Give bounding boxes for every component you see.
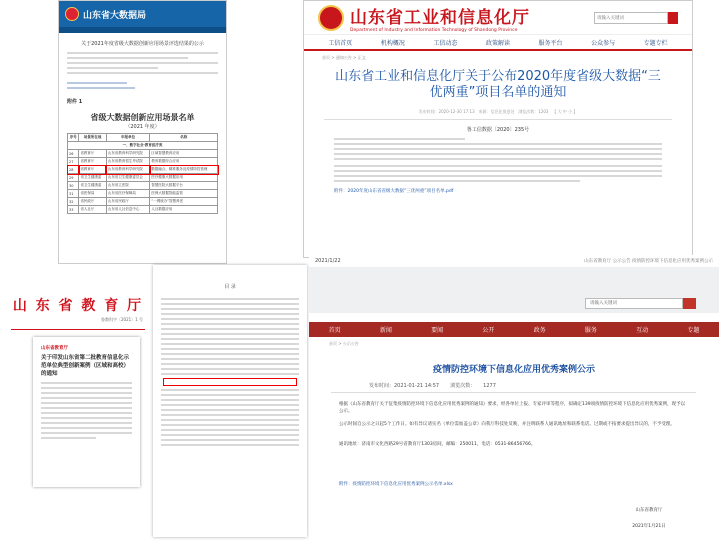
bigdata-site-name[interactable]: 山东省大数据局 bbox=[83, 10, 147, 21]
bigdata-bureau-page bbox=[58, 0, 227, 264]
article-body bbox=[304, 138, 692, 182]
bigdata-table-year: （2021 年度） bbox=[125, 124, 160, 130]
bigdata-doc-title: 关于2021年度省级大数据创新应用场景评选结果的公示 bbox=[81, 41, 204, 47]
search-button[interactable] bbox=[668, 12, 678, 24]
paragraph: 根据《山东省教育厅关于征集疫情防控环境下信息化应用优秀案例的通知》要求，经各单位上报、专家评审等程序，拟确定139项疫情防控环境下信息化应用优秀案例，现予以公示。 bbox=[339, 402, 686, 414]
col-header: 场景所在地 bbox=[79, 134, 106, 142]
document-number: 鲁教科字〔2021〕1 号 bbox=[101, 317, 143, 322]
print-title: 山东省教育厅 公示公告 疫情防控环境下信息化应用优秀案例公示 bbox=[584, 259, 713, 264]
industry-search-input[interactable]: 请输入关键词 bbox=[594, 12, 668, 24]
col-header: 申报单位 bbox=[106, 134, 150, 142]
table-row: 27 省教育厅 山东省教育招生考试院 教育数据综合应用 bbox=[68, 158, 218, 166]
edu-search-input[interactable]: 请输入关键词 bbox=[585, 298, 683, 309]
article-meta: 发布时间：2020-12-30 17:13 来源：信息化推进处 浏览次数：1203 【 大 中 小 】 bbox=[418, 109, 578, 114]
article-meta: 发布时间：2021-01-21 14:57 浏览次数： 1277 bbox=[369, 383, 496, 389]
nav-item[interactable]: 新闻 bbox=[379, 327, 392, 334]
col-header: 名称 bbox=[150, 134, 218, 142]
nav-item[interactable]: 要闻 bbox=[431, 327, 444, 334]
nav-item[interactable]: 工信首页 bbox=[328, 39, 353, 47]
table-row: 32 省民政厅 山东省民政厅 “一网统办”智慧养老 bbox=[68, 198, 218, 206]
nav-item[interactable]: 机构概况 bbox=[380, 39, 405, 47]
edu-nav bbox=[309, 322, 719, 337]
nav-item[interactable]: 公众参与 bbox=[591, 39, 616, 47]
nav-item[interactable]: 公开 bbox=[482, 327, 495, 334]
edu-document bbox=[3, 265, 153, 535]
search-button[interactable] bbox=[683, 298, 696, 309]
emblem-icon bbox=[65, 7, 79, 21]
nav-item[interactable]: 专题 bbox=[687, 327, 700, 334]
industry-banner bbox=[304, 1, 692, 35]
attachment-link[interactable]: 附件：2020年度山东省省级大数据“三优两重”项目名单.pdf bbox=[334, 189, 454, 194]
catalog-list bbox=[153, 298, 307, 446]
document-number: 鲁工信数据〔2020〕235号 bbox=[466, 127, 530, 133]
nav-item[interactable]: 互动 bbox=[636, 327, 649, 334]
industry-dept-page bbox=[303, 0, 693, 258]
document-title: 关于印发山东省第二批教育信息化示范单位典型创新案例（区域和高校）的通知 bbox=[41, 355, 130, 377]
table-row: 29 省卫生健康委 山东省卫生健康委员会 医疗健康大数据应用 bbox=[68, 174, 218, 182]
article-title: 疫情防控环境下信息化应用优秀案例公示 bbox=[432, 365, 595, 375]
case-catalog bbox=[153, 265, 307, 537]
table-row: 33 省人社厅 山东省人社信息中心 人社数据应用 bbox=[68, 206, 218, 214]
nav-item[interactable]: 服务平台 bbox=[538, 39, 563, 47]
table-row: 30 省卫生健康委 山东省立医院 智慧医院大数据平台 bbox=[68, 182, 218, 190]
nav-item[interactable]: 首页 bbox=[328, 327, 341, 334]
bigdata-table-title: 省级大数据创新应用场景名单 bbox=[90, 113, 195, 122]
breadcrumb[interactable]: 首页 > 通知公告 > 正文 bbox=[322, 55, 366, 60]
signature-org: 山东省教育厅 bbox=[635, 508, 663, 513]
browser-topbar bbox=[309, 255, 719, 267]
table-row: 31 省医保局 山东省医疗保障局 医保大数据智能监管 bbox=[68, 190, 218, 198]
industry-site-name-en: Department of Industry and Information Technology of Shandong Province bbox=[350, 27, 518, 33]
bigdata-header bbox=[59, 1, 226, 27]
font-size-toggle[interactable]: 【 大 中 小 】 bbox=[552, 109, 578, 114]
nav-item[interactable]: 服务 bbox=[584, 327, 597, 334]
group-label: 一、数字社会·教育医疗类 bbox=[68, 142, 218, 150]
print-date: 2021/1/22 bbox=[315, 258, 341, 264]
article-title: 山东省工业和信息化厅关于公布2020年度省级大数据“三优两重”项目名单的通知 bbox=[335, 69, 661, 100]
industry-site-name[interactable]: 山东省工业和信息化厅 bbox=[350, 7, 530, 28]
breadcrumb[interactable]: 首页 > 公示公告 bbox=[329, 341, 359, 346]
nav-item[interactable]: 政策解读 bbox=[485, 39, 510, 47]
nav-item[interactable]: 工信动态 bbox=[433, 39, 458, 47]
paragraph: 公示时间自公示之日起5个工作日。如有异议请实名（单位需加盖公章）向我厅科技处反映，并注明联系人通讯地址和联系电话。过期或不按要求提出异议的，不予受理。 bbox=[339, 422, 675, 427]
issuing-org: 山东省教育厅 bbox=[41, 346, 68, 351]
edu-site-page bbox=[309, 255, 719, 541]
scenario-table bbox=[67, 133, 218, 214]
table-row: 26 省教育厅 山东省教育科学研究院 区域智慧教育应用 bbox=[68, 150, 218, 158]
nav-item[interactable]: 政务 bbox=[533, 327, 546, 334]
industry-nav bbox=[304, 35, 692, 51]
document-header: 山 东 省 教 育 厅 bbox=[12, 298, 144, 314]
paragraph: 通讯地址：济南市文化西路29号省教育厅1303房间，邮编：250011，电话：0531-86456766。 bbox=[339, 442, 536, 447]
highlighted-catalog-item bbox=[163, 378, 297, 386]
emblem-icon bbox=[318, 5, 344, 31]
col-header: 序号 bbox=[68, 134, 79, 142]
document-cover bbox=[33, 337, 140, 487]
attachment-link[interactable]: 附件：疫情防控环境下信息化应用优秀案例公示名单.xlsx bbox=[339, 482, 453, 487]
signature-date: 2021年1月21日 bbox=[632, 524, 666, 529]
catalog-heading: 目 录 bbox=[224, 284, 236, 290]
highlighted-table-row: 28 省教育厅 山东省教育科学研究院 数据融合、精准服务及疫情防控管理 bbox=[68, 166, 218, 174]
nav-item[interactable]: 专题专栏 bbox=[643, 39, 668, 47]
attachment-label: 附件 1 bbox=[67, 99, 83, 105]
